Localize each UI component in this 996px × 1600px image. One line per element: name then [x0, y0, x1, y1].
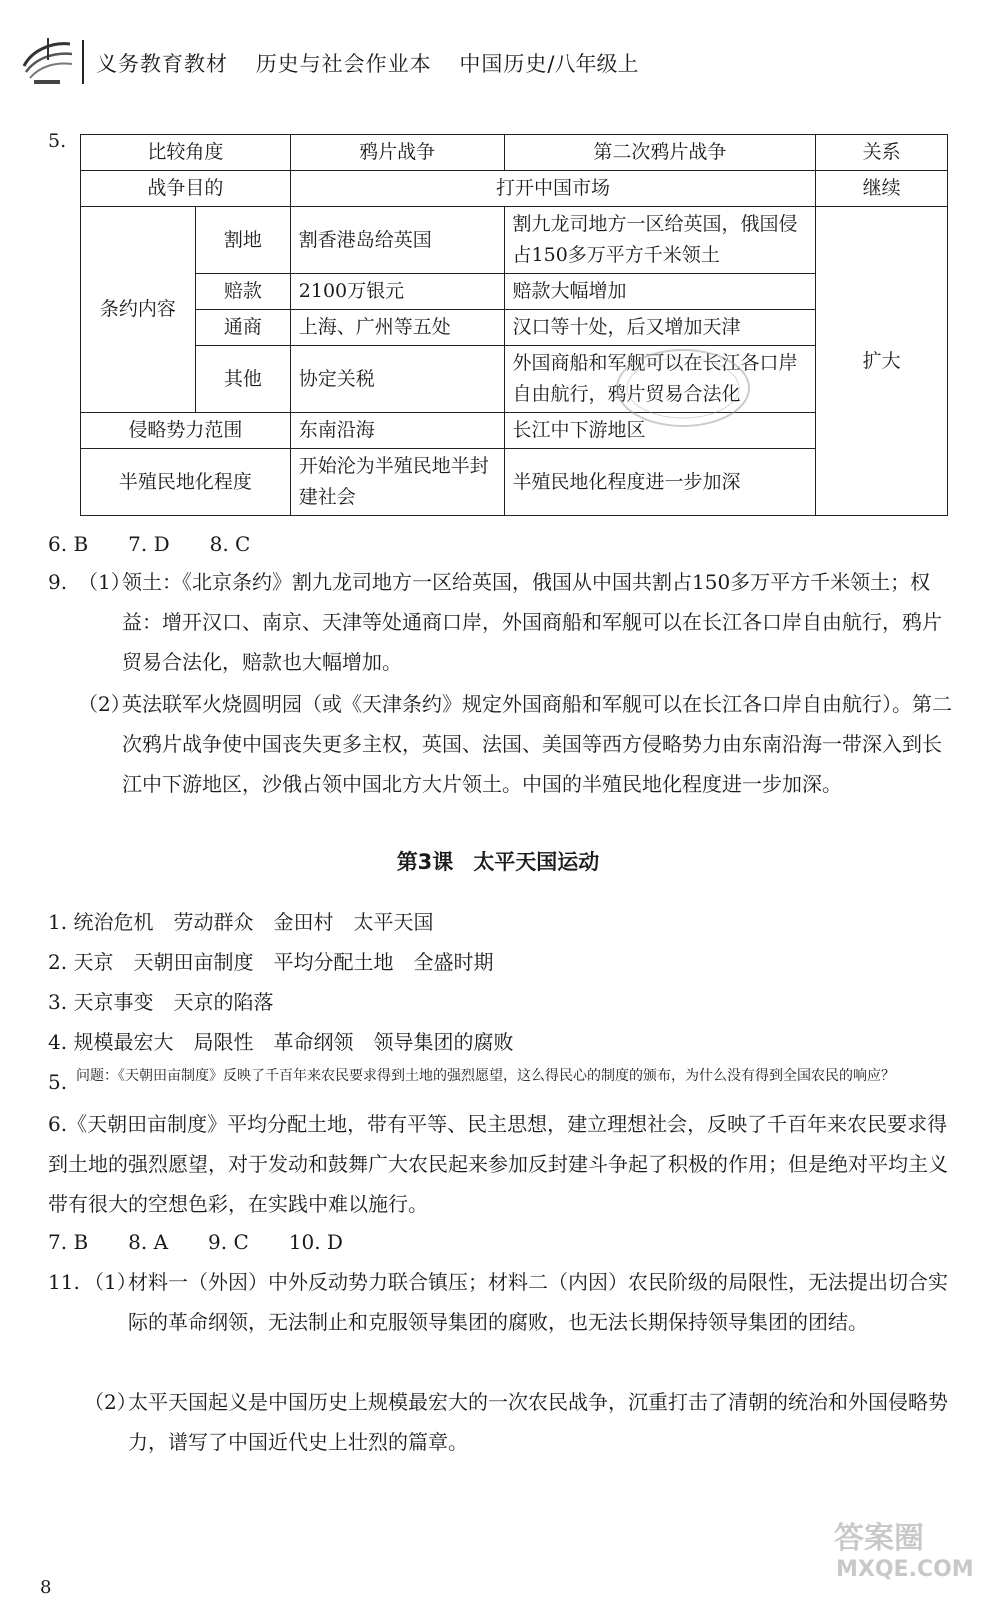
- scope-label: 侵略势力范围: [81, 413, 291, 449]
- scope-war2: 长江中下游地区: [504, 413, 816, 449]
- lesson-title: [0, 846, 996, 876]
- q11-part1-label: （1）: [84, 1270, 137, 1294]
- q9-part1-label: （1）: [78, 570, 131, 594]
- watermark-logo-icon: [826, 1514, 976, 1584]
- indemnity-war1: 2100万银元: [290, 274, 504, 310]
- header-series: 义务教育教材: [96, 52, 228, 76]
- q11-part2-label: （2）: [84, 1390, 137, 1414]
- trade-war1: 上海、广州等五处: [290, 310, 504, 346]
- scope-war1: 东南沿海: [290, 413, 504, 449]
- semi-war2: 半殖民地化程度进一步加深: [504, 449, 816, 516]
- question-5-number: 5.: [48, 130, 67, 152]
- other-war1: 协定关税: [290, 346, 504, 413]
- answer-2: 2. 天京 天朝田亩制度 平均分配土地 全盛时期: [48, 950, 494, 974]
- goal-relation: 继续: [816, 171, 948, 207]
- q11-part1-text: 材料一（外因）中外反动势力联合镇压；材料二（内因）农民阶级的局限性，无法提出切合实际的革命纲领，无法制止和克服领导集团的腐败，也无法长期保持领导集团的团结。: [128, 1270, 948, 1334]
- q11-part2-text: 太平天国起义是中国历史上规模最宏大的一次农民战争，沉重打击了清朝的统治和外国侵略势力，谱写了中国近代史上壮烈的篇章。: [128, 1390, 948, 1454]
- answer-5-question: 问题：《天朝田亩制度》反映了千百年来农民要求得到土地的强烈愿望，这么得民心的制度的颁布，为什么没有得到全国农民的响应？: [76, 1068, 895, 1084]
- header-second-opium-war: 第二次鸦片战争: [504, 135, 816, 171]
- header-book: 历史与社会作业本: [255, 52, 432, 76]
- lesson-name: 太平天国运动: [473, 850, 600, 874]
- answers-6-8: 6. B 7. D 8. C: [48, 532, 251, 556]
- question-9-number: 9.: [48, 570, 68, 594]
- lesson-number: 第3课: [396, 850, 454, 874]
- trade-label: 通商: [195, 310, 290, 346]
- question-11-number: 11.: [48, 1270, 80, 1294]
- header-grade: /八年级上: [547, 52, 639, 76]
- q9-part2-text: 英法联军火烧圆明园（或《天津条约》规定外国商船和军舰可以在长江各口岸自由航行）。第二次鸦片战争使中国丧失更多主权，英国、法国、美国等西方侵略势力由东南沿海一带深入到长江中下游地区，沙俄占领中国北方大片领土。中国的半殖民地化程度进一步加深。: [122, 692, 952, 796]
- table-row-goal: [81, 171, 948, 207]
- page-header: [18, 32, 918, 94]
- semi-war1: 开始沦为半殖民地半封建社会: [290, 449, 504, 516]
- indemnity-label: 赔款: [195, 274, 290, 310]
- semi-label: 半殖民地化程度: [81, 449, 291, 516]
- answers-7-10: 7. B 8. A 9. C 10. D: [48, 1230, 343, 1254]
- land-war2: 割九龙司地方一区给英国，俄国侵占150多万平方千米领土: [504, 207, 816, 274]
- table-row-land: [81, 207, 948, 274]
- header-relation: 关系: [816, 135, 948, 171]
- watermark-en: MXQE.COM: [836, 1557, 974, 1582]
- header-angle: 比较角度: [81, 135, 291, 171]
- expand-relation: 扩大: [816, 207, 948, 516]
- q9-part1-text: 领土：《北京条约》割九龙司地方一区给英国，俄国从中国共割占150多万平方千米领土；权益：增开汉口、南京、天津等处通商口岸，外国商船和军舰可以在长江各口岸自由航行，鸦片贸易合法化，赔款也大幅增加。: [122, 570, 942, 674]
- comparison-table: [80, 134, 948, 516]
- answer-5-number: 5.: [48, 1070, 68, 1094]
- publisher-logo-icon: [18, 32, 76, 90]
- header-subject: 中国历史: [459, 52, 548, 76]
- watermark-cn: 答案圈: [834, 1521, 924, 1556]
- page-number: 8: [40, 1577, 52, 1598]
- trade-war2: 汉口等十处，后又增加天津: [504, 310, 816, 346]
- answer-4: 4. 规模最宏大 局限性 革命纲领 领导集团的腐败: [48, 1030, 514, 1054]
- stamp-overlay-icon: [612, 344, 754, 432]
- answer-1: 1. 统治危机 劳动群众 金田村 太平天国: [48, 910, 434, 934]
- other-war2: 外国商船和军舰可以在长江各口岸自由航行，鸦片贸易合法化: [504, 346, 816, 413]
- goal-value: 打开中国市场: [290, 171, 815, 207]
- header-opium-war: 鸦片战争: [290, 135, 504, 171]
- land-war1: 割香港岛给英国: [290, 207, 504, 274]
- table-header-row: [81, 135, 948, 171]
- q9-part2-label: （2）: [78, 692, 131, 716]
- land-label: 割地: [195, 207, 290, 274]
- goal-label: 战争目的: [81, 171, 291, 207]
- header-divider: [82, 40, 84, 84]
- other-label: 其他: [195, 346, 290, 413]
- answer-6: 6.《天朝田亩制度》平均分配土地，带有平等、民主思想，建立理想社会，反映了千百年来农民要求得到土地的强烈愿望，对于发动和鼓舞广大农民起来参加反封建斗争起了积极的作用；但是绝对平均主义带有很大的空想色彩，在实践中难以施行。: [48, 1112, 948, 1216]
- answer-3: 3. 天京事变 天京的陷落: [48, 990, 274, 1014]
- indemnity-war2: 赔款大幅增加: [504, 274, 816, 310]
- header-title: [96, 48, 658, 78]
- treaty-label: 条约内容: [81, 207, 196, 413]
